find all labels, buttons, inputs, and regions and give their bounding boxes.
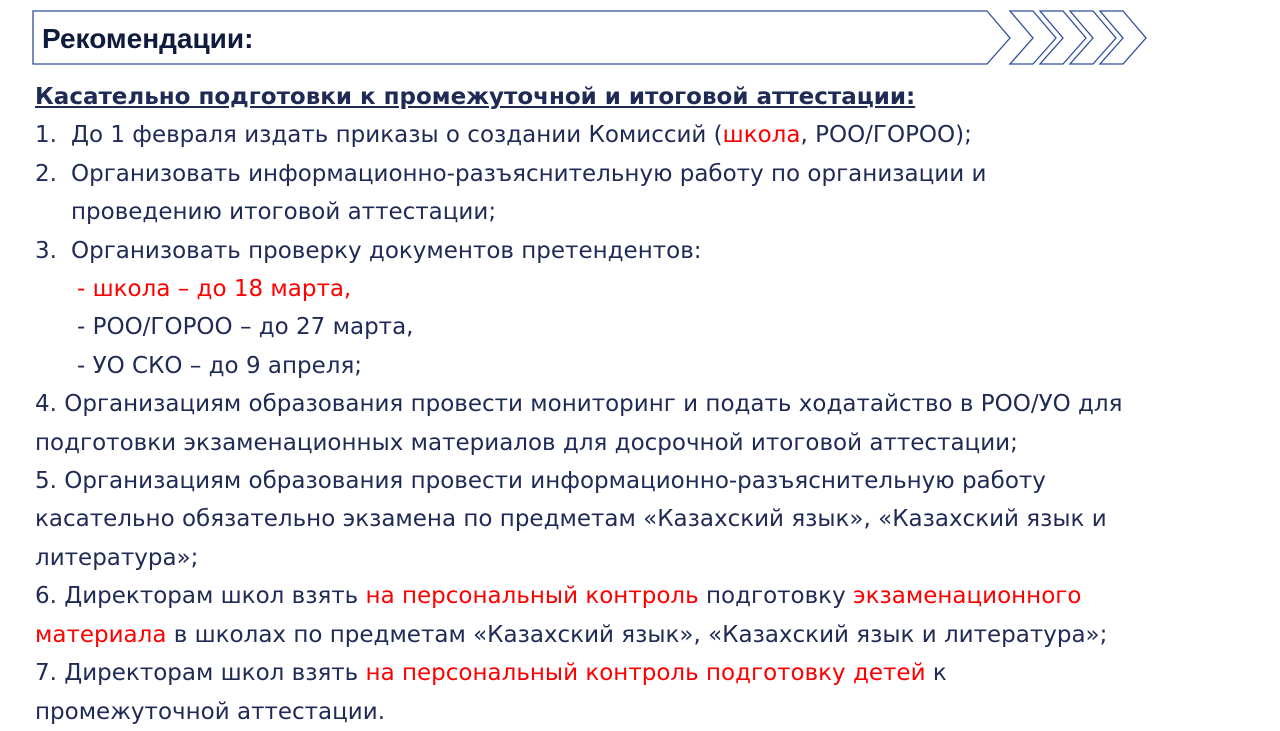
item-text: к — [925, 660, 947, 687]
list-item-4-continuation: подготовки экзаменационных материалов для досрочной итоговой аттестации; — [35, 429, 1018, 456]
list-item-4: 4. Организациям образования провести мониторинг и подать ходатайство в РОО/УО для — [35, 391, 1123, 418]
item-text: 7. Директорам школ взять — [35, 660, 366, 687]
item-text: Организовать информационно-разъяснительную работу по организации и — [71, 160, 987, 187]
highlight-text: на персональный контроль — [365, 583, 699, 610]
item-number: 3. — [35, 237, 57, 264]
list-item-6-continuation — [35, 616, 1265, 654]
item-text: проведению итоговой аттестации; — [71, 199, 497, 226]
sub-item-uo: - УО СКО – до 9 апреля; — [77, 352, 363, 379]
list-item-1 — [35, 116, 1265, 154]
item-text: подготовку — [698, 583, 853, 610]
page-title: Рекомендации: — [42, 23, 254, 54]
item-number: 2. — [35, 160, 57, 187]
item-text: , РОО/ГОРОО); — [800, 122, 972, 149]
item-number: 1. — [35, 122, 57, 149]
list-item-5: 5. Организациям образования провести информационно-разъяснительную работу — [35, 468, 1046, 495]
highlight-text: на персональный контроль подготовку детей — [365, 660, 926, 687]
list-item-7 — [35, 654, 1265, 692]
item-text: 6. Директорам школ взять — [35, 583, 366, 610]
item-text: Организовать проверку документов претендентов: — [71, 237, 702, 264]
list-item-2 — [35, 155, 1265, 193]
sub-item-roo: - РОО/ГОРОО – до 27 марта, — [77, 314, 414, 341]
item-text: в школах по предметам «Казахский язык», «Казахский язык и литература»; — [166, 621, 1108, 648]
list-item-7-continuation: промежуточной аттестации. — [35, 698, 386, 725]
list-item-5-continuation-2: литература»; — [35, 544, 199, 571]
section-heading: Касательно подготовки к промежуточной и итоговой аттестации: — [35, 84, 916, 110]
list-item-6 — [35, 577, 1265, 615]
list-item-2-continuation — [35, 193, 1265, 231]
highlight-text: экзаменационного — [853, 583, 1082, 610]
sub-item-school: - школа – до 18 марта, — [77, 276, 352, 303]
recommendations-body — [35, 78, 1265, 731]
highlight-text: школа — [722, 122, 801, 149]
highlight-text: материала — [35, 621, 167, 648]
list-item-3 — [35, 232, 1265, 270]
item-text: До 1 февраля издать приказы о создании Комиссий ( — [71, 122, 723, 149]
list-item-5-continuation: касательно обязательно экзамена по предметам «Казахский язык», «Казахский язык и — [35, 506, 1107, 533]
title-banner — [0, 0, 1280, 70]
